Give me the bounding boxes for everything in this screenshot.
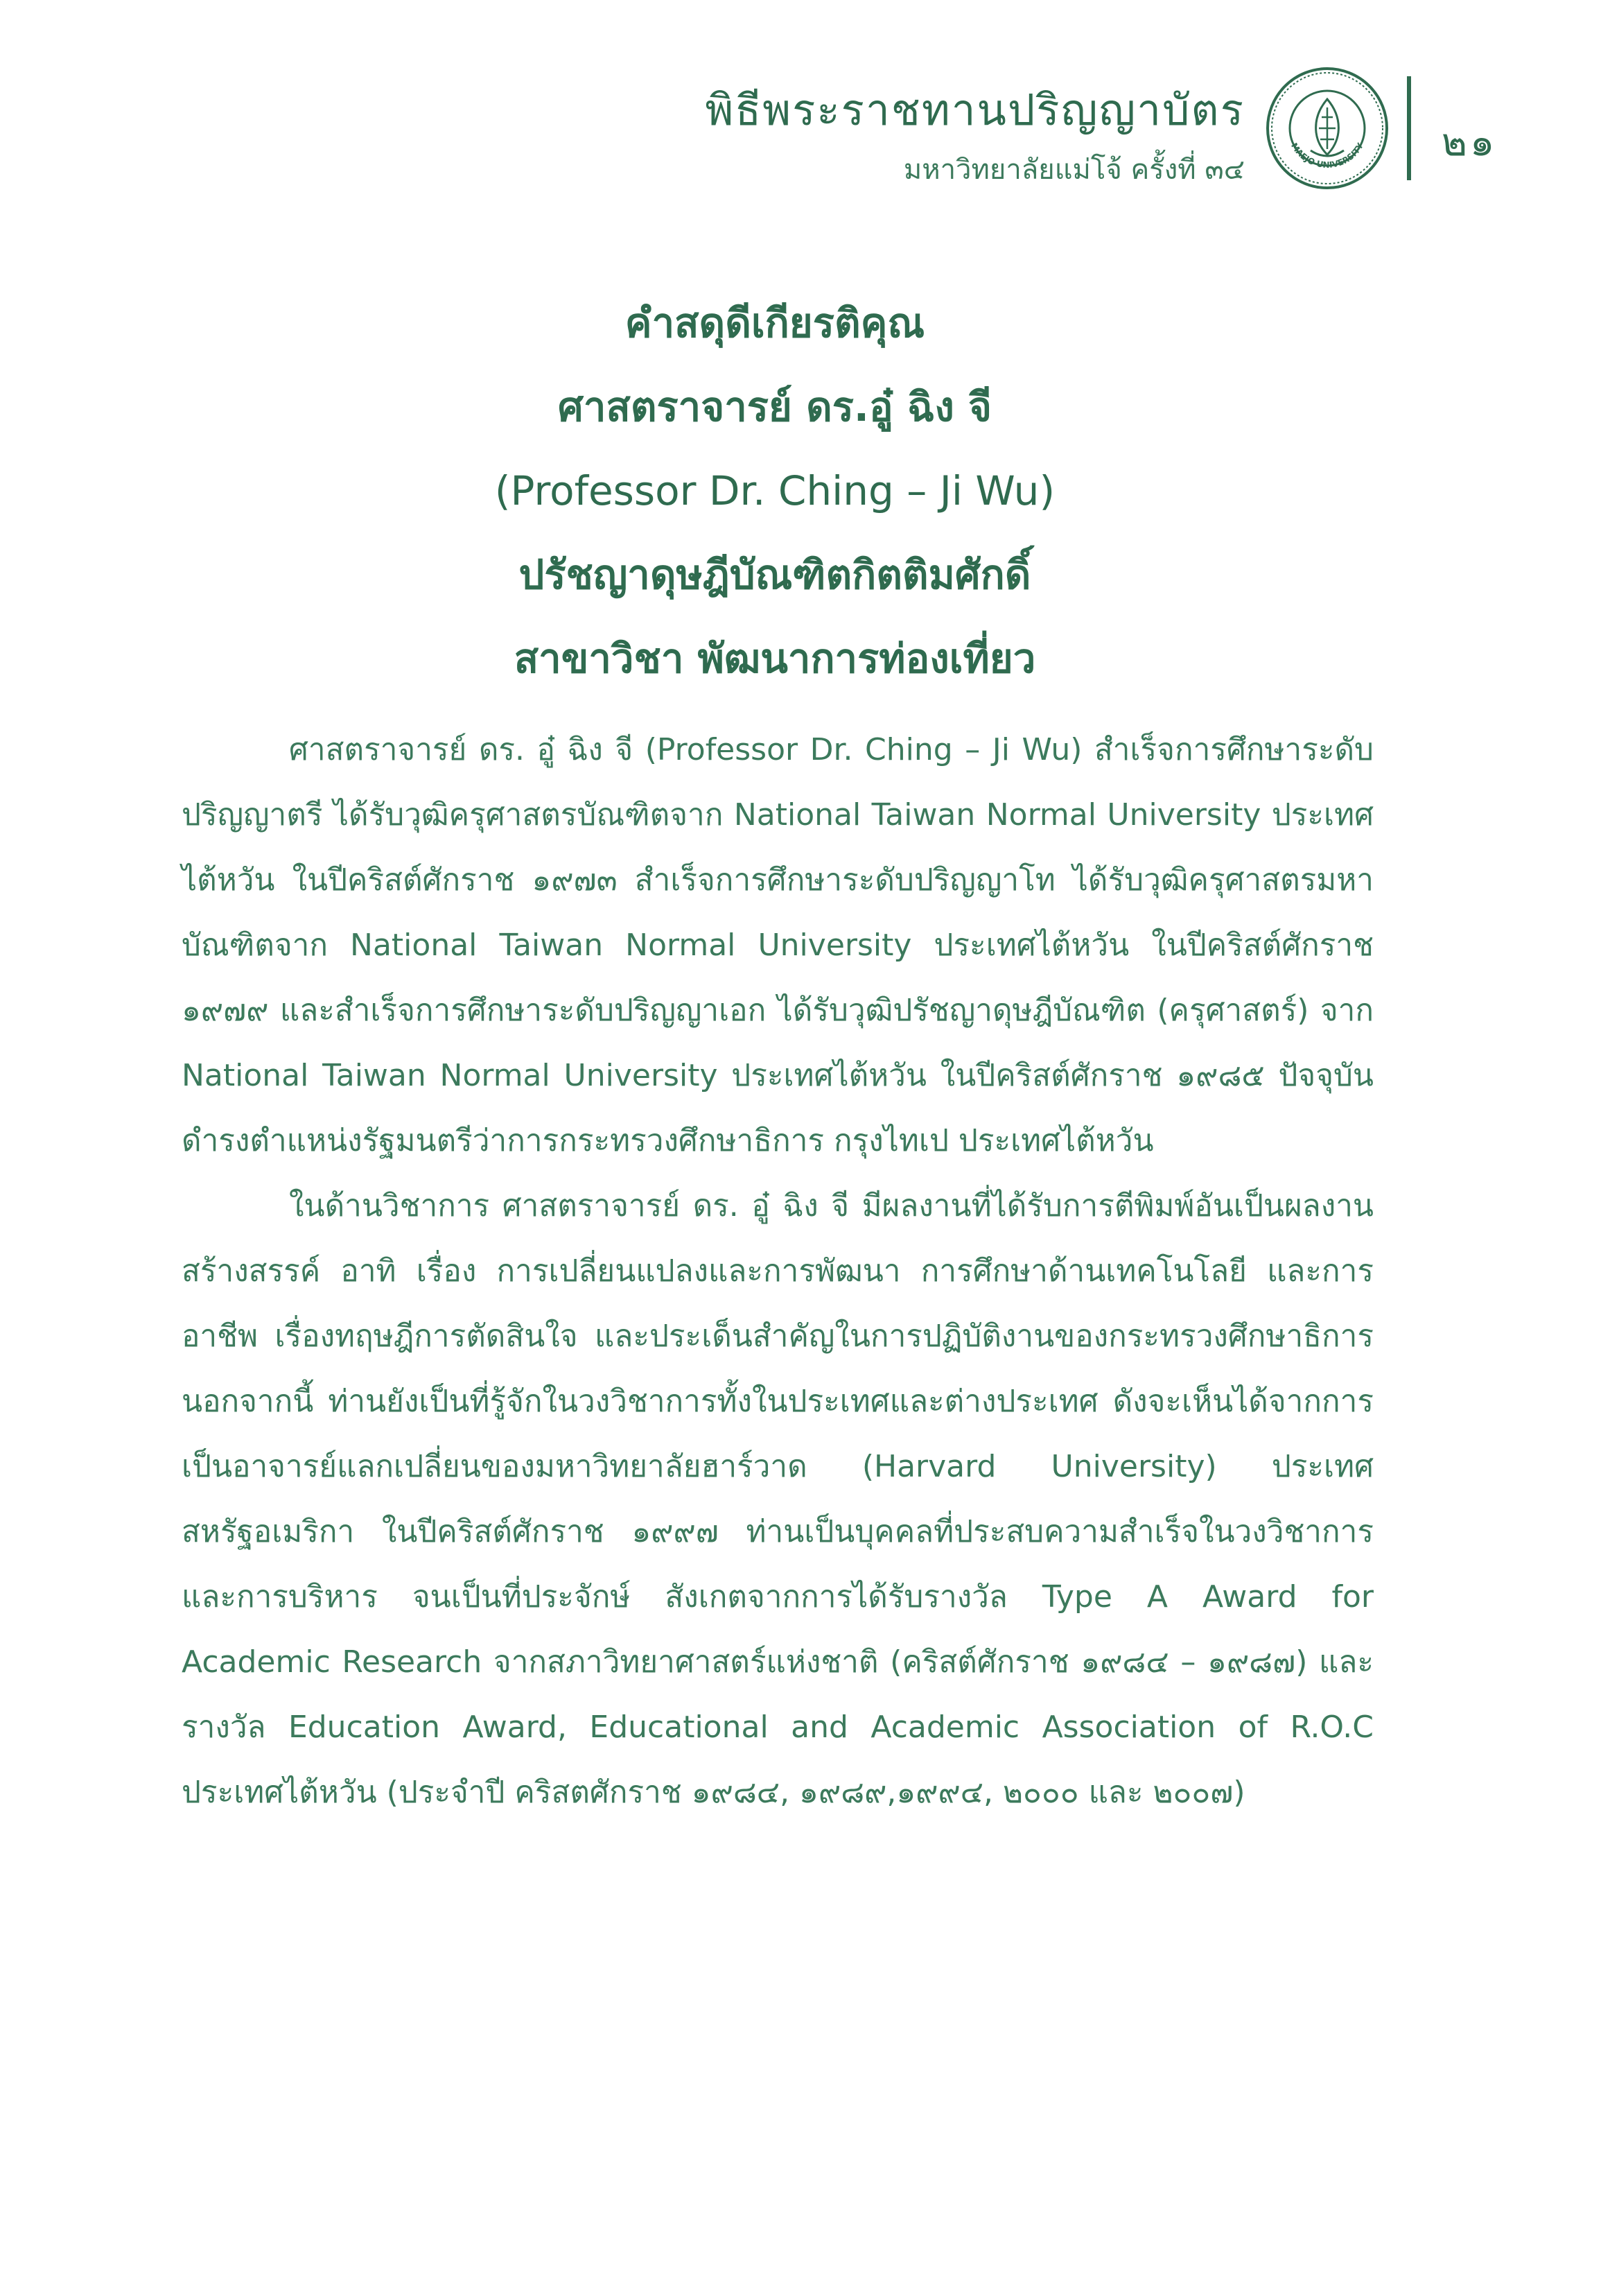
header-divider — [1407, 76, 1411, 180]
citation-body — [182, 718, 1374, 1825]
title-heading: คำสดุดีเกียรติคุณ — [624, 299, 925, 347]
citation-title-block — [208, 281, 1342, 700]
page-number: ๒๑ — [1442, 120, 1498, 165]
header-title: พิธีพระราชทานปริญญาบัตร — [705, 85, 1245, 135]
field-of-study: สาขาวิชา พัฒนาการท่องเที่ยว — [514, 634, 1036, 682]
honoree-name-english: (Professor Dr. Ching – Ji Wu) — [494, 467, 1056, 514]
honoree-name-thai: ศาสตราจารย์ ดร.อู๋ ฉิง จี — [558, 383, 992, 430]
body-paragraph-2: ในด้านวิชาการ ศาสตราจารย์ ดร. อู๋ ฉิง จี มีผลงานที่ได้รับการตีพิมพ์อันเป็นผลงานสร้างสรรค์ อาทิ เรื่อง การเปลี่ยนแปลงและการพัฒนา การศึกษาด้านเทคโนโลยี และการอาชีพ เรื่องทฤษฎีการตัดสินใจ และประเด็นสำคัญในการปฏิบัติงานของกระทรวงศึกษาธิการ นอกจากนี้ ท่านยังเป็นที่รู้จักในวงวิชาการทั้งในประเทศและต่างประเทศ ดังจะเห็นได้จากการเป็นอาจารย์แลกเปลี่ยนของมหาวิทยาลัยฮาร์วาด (Harvard University) ประเทศสหรัฐอเมริกา ในปีคริสต์ศักราช ๑๙๙๗ ท่านเป็นบุคคลที่ประสบความสำเร็จในวงวิชาการและการบริหาร จนเป็นที่ประจักษ์ สังเกตจากการได้รับรางวัล Type A Award for Academic Research จากสภาวิทยาศาสตร์แห่งชาติ (คริสต์ศักราช ๑๙๘๔ – ๑๙๘๗) และรางวัล Education Award, Educational and Academic Association of R.O.C ประเทศไต้หวัน (ประจำปี คริสตศักราช ๑๙๘๔, ๑๙๘๙,๑๙๙๔, ๒๐๐๐ และ ๒๐๐๗) — [182, 1188, 1374, 1810]
body-paragraph-1: ศาสตราจารย์ ดร. อู๋ ฉิง จี (Professor Dr. Ching – Ji Wu) สำเร็จการศึกษาระดับปริญญาตรี ได้รับวุฒิครุศาสตรบัณฑิตจาก National Taiwan Normal University ประเทศไต้หวัน ในปีคริสต์ศักราช ๑๙๗๓ สำเร็จการศึกษาระดับปริญญาโท ได้รับวุฒิครุศาสตรมหาบัณฑิตจาก National Taiwan Normal University ประเทศไต้หวัน ในปีคริสต์ศักราช ๑๙๗๙ และสำเร็จการศึกษาระดับปริญญาเอก ได้รับวุฒิปรัชญาดุษฎีบัณฑิต (ครุศาสตร์) จาก National Taiwan Normal University ประเทศไต้หวัน ในปีคริสต์ศักราช ๑๙๘๕ ปัจจุบันดำรงตำแหน่งรัฐมนตรีว่าการกระทรวงศึกษาธิการ กรุงไทเป ประเทศไต้หวัน — [182, 732, 1374, 1158]
university-seal-icon — [1265, 66, 1390, 191]
degree-title: ปรัชญาดุษฎีบัณฑิตกิตติมศักดิ์ — [518, 550, 1031, 598]
seal-text: MAEJO UNIVERSITY — [1289, 141, 1365, 171]
header-subtitle: มหาวิทยาลัยแม่โจ้ ครั้งที่ ๓๔ — [903, 154, 1245, 186]
